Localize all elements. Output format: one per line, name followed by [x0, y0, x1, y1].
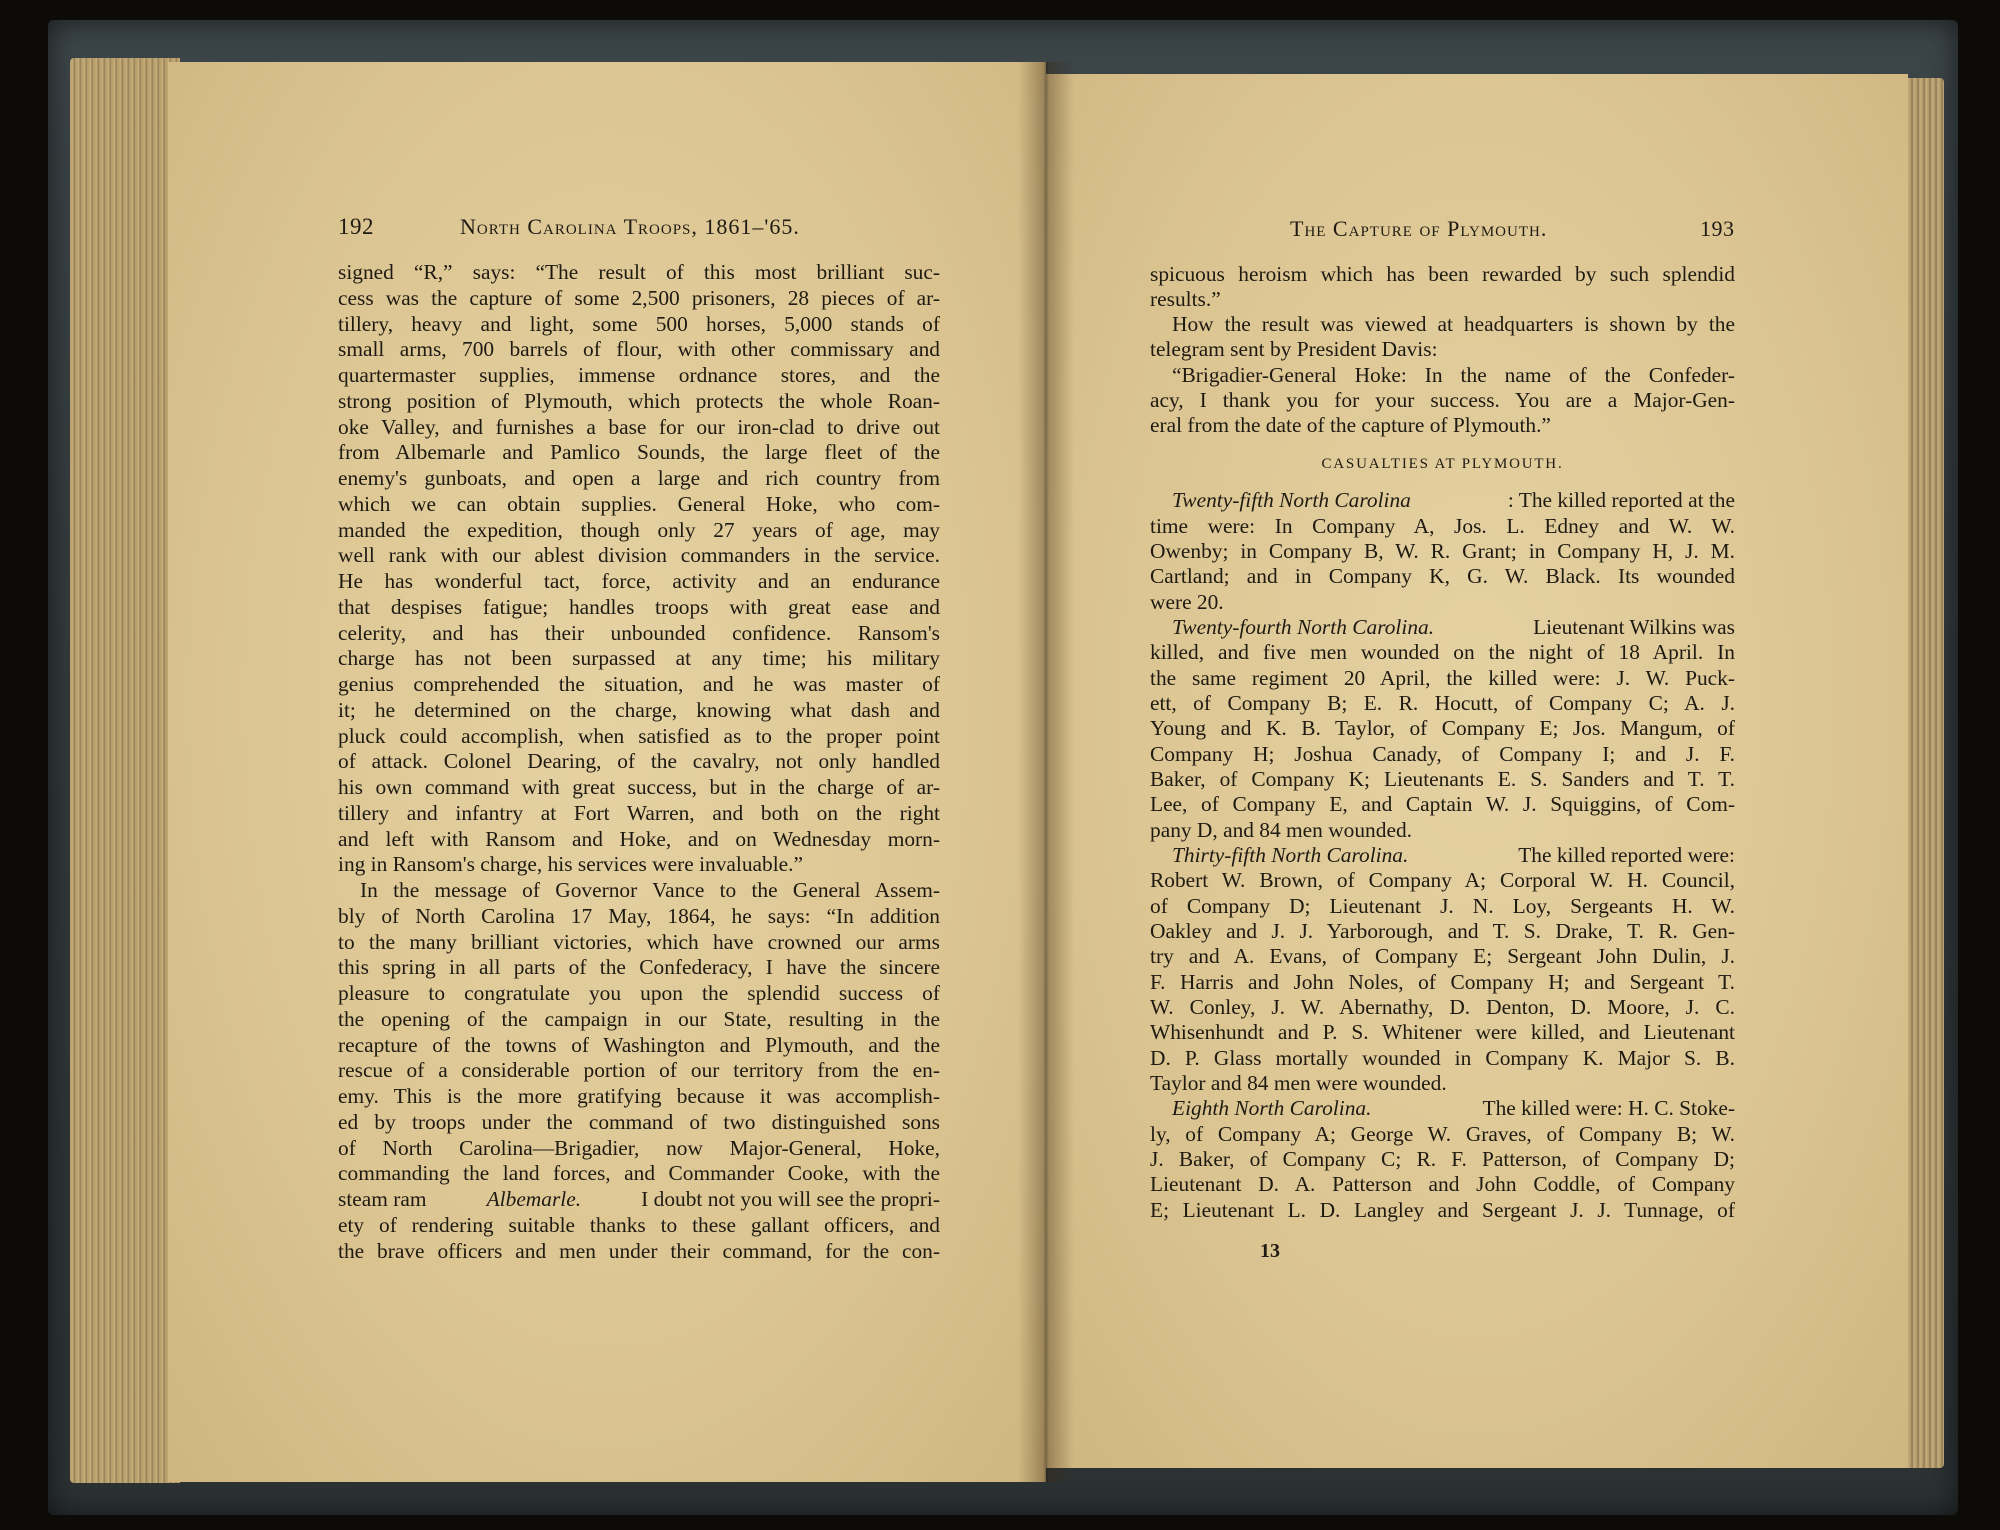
text-line: Owenby; in Company B, W. R. Grant; in Company H, J. M. — [1150, 539, 1735, 563]
text-line: it; he determined on the charge, knowing what dash and — [338, 698, 940, 722]
text-line: In the message of Governor Vance to the General Assem- — [360, 878, 940, 902]
text-line: tillery, heavy and light, some 500 horses, 5,000 stands of — [338, 312, 940, 336]
text-line: his own command with great success, but in the charge of ar- — [338, 775, 940, 799]
text-line: signed “R,” says: “The result of this most brilliant suc- — [338, 260, 940, 284]
left-running-title: North Carolina Troops, 1861–'65. — [460, 214, 800, 239]
text-line: pluck could accomplish, when satisfied as to the proper point — [338, 724, 940, 748]
text-line: F. Harris and John Noles, of Company H; and Sergeant T. — [1150, 970, 1735, 994]
text-line: bly of North Carolina 17 May, 1864, he says: “In addition — [338, 904, 940, 928]
text-line: commanding the land forces, and Commander Cooke, with the — [338, 1161, 940, 1185]
text-line: charge has not been surpassed at any time; his military — [338, 646, 940, 670]
text-line: Lee, of Company E, and Captain W. J. Squiggins, of Com- — [1150, 792, 1735, 816]
text-line: ety of rendering suitable thanks to these gallant officers, and — [338, 1213, 940, 1237]
text-line: J. Baker, of Company C; R. F. Patterson, of Company D; — [1150, 1147, 1735, 1171]
right-page-number: 193 — [1700, 216, 1735, 241]
text-line: try and A. Evans, of Company E; Sergeant John Dulin, J. — [1150, 944, 1735, 968]
text-line: Young and K. B. Taylor, of Company E; Jos. Mangum, of — [1150, 716, 1735, 740]
text-line: ed by troops under the command of two distinguished sons — [338, 1110, 940, 1134]
text-line: How the result was viewed at headquarters is shown by the — [1172, 312, 1735, 336]
text-line: cess was the capture of some 2,500 prisoners, 28 pieces of ar- — [338, 286, 940, 310]
text-line: of Company D; Lieutenant J. N. Loy, Sergeants H. W. — [1150, 894, 1735, 918]
text-line: that despises fatigue; handles troops with great ease and — [338, 595, 940, 619]
text-line: were 20. — [1150, 590, 1224, 614]
text-line: acy, I thank you for your success. You are a Major-Gen- — [1150, 388, 1735, 412]
text-line: oke Valley, and furnishes a base for our iron-clad to drive out — [338, 415, 940, 439]
ship-name: Albemarle. — [486, 1187, 582, 1211]
regiment-name: Twenty-fifth North Carolina — [1172, 488, 1411, 512]
text-line: Lieutenant D. A. Patterson and John Coddle, of Company — [1150, 1172, 1735, 1196]
text-line: enemy's gunboats, and open a large and rich country from — [338, 466, 940, 490]
left-page-header — [338, 214, 800, 240]
text-fragment: I doubt not you will see the propri- — [641, 1187, 940, 1211]
regiment-name: Twenty-fourth North Carolina. — [1172, 615, 1435, 639]
text-line: to the many brilliant victories, which have crowned our arms — [338, 930, 940, 954]
text-line: ing in Ransom's charge, his services were invaluable.” — [338, 852, 804, 876]
section-heading: CASUALTIES AT PLYMOUTH. — [1321, 456, 1564, 472]
text-line: Company H; Joshua Canady, of Company I; and J. F. — [1150, 742, 1735, 766]
text-line: He has wonderful tact, force, activity and an endurance — [338, 569, 940, 593]
text-line: rescue of a considerable portion of our territory from the en- — [338, 1058, 940, 1082]
text-fragment: The killed were: H. C. Stoke- — [1482, 1096, 1735, 1120]
text-line: “Brigadier-General Hoke: In the name of the Confeder- — [1172, 363, 1735, 387]
right-running-title — [1290, 216, 1547, 242]
text-line: the brave officers and men under their command, for the con- — [338, 1239, 940, 1263]
text-line: E; Lieutenant L. D. Langley and Sergeant J. J. Tunnage, of — [1150, 1198, 1735, 1222]
text-line: celerity, and has their unbounded confidence. Ransom's — [338, 621, 940, 645]
text-fragment: steam ram — [338, 1187, 427, 1211]
regiment-name: Thirty-fifth North Carolina. — [1172, 843, 1409, 867]
right-page — [1046, 74, 1908, 1468]
running-title-text: The Capture of Plymouth. — [1290, 216, 1548, 241]
text-line — [1172, 843, 1735, 869]
text-line: recapture of the towns of Washington and Plymouth, and the — [338, 1033, 940, 1057]
text-line: Whisenhundt and P. S. Whitener were killed, and Lieutenant — [1150, 1020, 1735, 1044]
text-line — [1172, 1096, 1735, 1122]
text-line: emy. This is the more gratifying because it was accomplish- — [338, 1084, 940, 1108]
text-fragment: Lieutenant Wilkins was — [1533, 615, 1735, 639]
text-line: results.” — [1150, 287, 1221, 311]
text-line: Robert W. Brown, of Company A; Corporal W. H. Council, — [1150, 868, 1735, 892]
text-fragment: : The killed reported at the — [1507, 488, 1735, 512]
left-page — [168, 62, 1046, 1482]
text-line: Taylor and 84 men were wounded. — [1150, 1071, 1447, 1095]
page-edges-left — [70, 58, 180, 1483]
text-line: ly, of Company A; George W. Graves, of Company B; W. — [1150, 1122, 1735, 1146]
text-line: Oakley and J. J. Yarborough, and T. S. Drake, T. R. Gen- — [1150, 919, 1735, 943]
text-line — [338, 1187, 940, 1213]
text-line: Baker, of Company K; Lieutenants E. S. Sanders and T. T. — [1150, 767, 1735, 791]
text-line: tillery and infantry at Fort Warren, and both on the right — [338, 801, 940, 825]
text-fragment: The killed reported were: — [1518, 843, 1735, 867]
text-line: killed, and five men wounded on the night of 18 April. In — [1150, 640, 1735, 664]
text-line: manded the expedition, though only 27 years of age, may — [338, 518, 940, 542]
text-line: of attack. Colonel Dearing, of the cavalry, not only handled — [338, 749, 940, 773]
text-line — [1172, 488, 1735, 514]
text-line: the opening of the campaign in our State, resulting in the — [338, 1007, 940, 1031]
text-line: D. P. Glass mortally wounded in Company K. Major S. B. — [1150, 1046, 1735, 1070]
text-line: small arms, 700 barrels of flour, with other commissary and — [338, 337, 940, 361]
signature-mark: 13 — [1260, 1240, 1280, 1262]
text-line: pleasure to congratulate you upon the splendid success of — [338, 981, 940, 1005]
text-line: eral from the date of the capture of Plymouth.” — [1150, 413, 1551, 437]
text-line: W. Conley, J. W. Abernathy, D. Denton, D. Moore, J. C. — [1150, 995, 1735, 1019]
text-line: from Albemarle and Pamlico Sounds, the large fleet of the — [338, 440, 940, 464]
text-line: of North Carolina—Brigadier, now Major-General, Hoke, — [338, 1136, 940, 1160]
text-line: time were: In Company A, Jos. L. Edney and W. W. — [1150, 514, 1735, 538]
text-line: ett, of Company B; E. R. Hocutt, of Company C; A. J. — [1150, 691, 1735, 715]
text-line: quartermaster supplies, immense ordnance stores, and the — [338, 363, 940, 387]
text-line: this spring in all parts of the Confederacy, I have the sincere — [338, 955, 940, 979]
text-line: which we can obtain supplies. General Hoke, who com- — [338, 492, 940, 516]
text-line: and left with Ransom and Hoke, and on Wednesday morn- — [338, 827, 940, 851]
text-line: genius comprehended the situation, and he was master of — [338, 672, 940, 696]
regiment-name: Eighth North Carolina. — [1172, 1096, 1372, 1120]
text-line — [1172, 615, 1735, 641]
text-line: telegram sent by President Davis: — [1150, 337, 1438, 361]
text-line: spicuous heroism which has been rewarded by such splendid — [1150, 262, 1735, 286]
text-line: Cartland; and in Company K, G. W. Black. Its wounded — [1150, 564, 1735, 588]
text-line: the same regiment 20 April, the killed were: J. W. Puck- — [1150, 666, 1735, 690]
text-line: pany D, and 84 men wounded. — [1150, 818, 1412, 842]
text-line: strong position of Plymouth, which protects the whole Roan- — [338, 389, 940, 413]
left-page-number: 192 — [338, 214, 374, 239]
text-line: well rank with our ablest division commanders in the service. — [338, 543, 940, 567]
